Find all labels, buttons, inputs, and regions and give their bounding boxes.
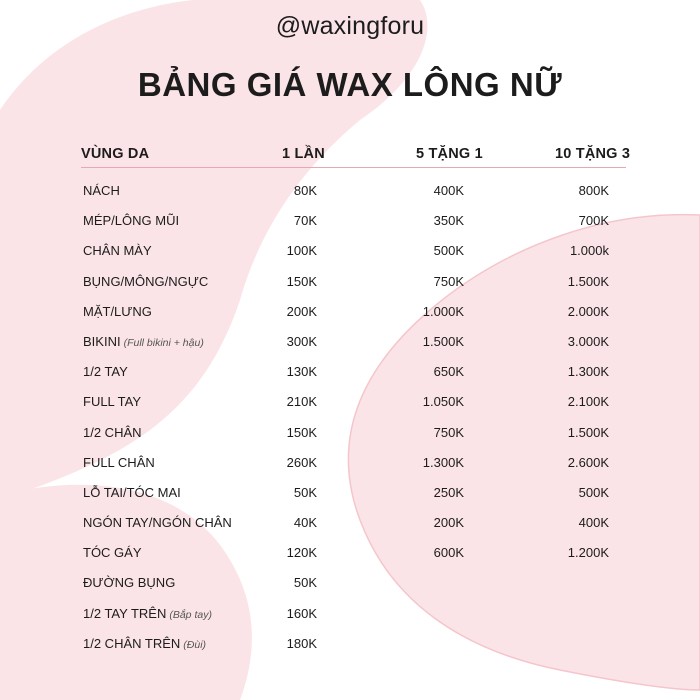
- area-cell: FULL TAY: [83, 394, 142, 410]
- price-pack5: 650K: [433, 364, 464, 380]
- price-pack10: 3.000K: [567, 333, 609, 349]
- table-row: [0, 296, 700, 326]
- price-once: 210K: [286, 394, 317, 410]
- price-pack5: 1.050K: [422, 394, 464, 410]
- header-divider: [81, 167, 626, 168]
- price-pack10: 1.200K: [567, 545, 609, 561]
- table-row: [0, 537, 700, 567]
- table-row: [0, 507, 700, 537]
- price-pack10: 1.500K: [567, 424, 609, 440]
- area-cell: LỖ TAI/TÓC MAI: [83, 484, 181, 500]
- price-pack5: 1.500K: [422, 333, 464, 349]
- price-pack5: 400K: [433, 183, 464, 198]
- price-table: [0, 175, 700, 658]
- price-once: 130K: [286, 364, 317, 380]
- price-pack10: 2.000K: [567, 303, 609, 319]
- area-cell: NÁCH: [83, 183, 120, 198]
- price-pack10: 400K: [578, 515, 609, 531]
- table-row: [0, 205, 700, 235]
- price-pack5: 750K: [433, 424, 464, 440]
- page-title: BẢNG GIÁ WAX LÔNG NỮ: [137, 66, 563, 103]
- table-row: [0, 175, 700, 205]
- price-pack10: 1.500K: [567, 273, 609, 289]
- price-pack10: 800K: [578, 183, 609, 198]
- area-cell: NGÓN TAY/NGÓN CHÂN: [83, 515, 232, 531]
- social-handle: @waxingforu: [275, 12, 425, 40]
- table-row: [0, 598, 700, 628]
- table-row: [0, 386, 700, 416]
- price-pack5: 750K: [433, 273, 464, 289]
- price-pack10: 1.000k: [569, 243, 609, 259]
- area-cell: CHÂN MÀY: [83, 243, 152, 259]
- table-row: [0, 628, 700, 658]
- table-row: [0, 235, 700, 265]
- price-once: 260K: [286, 454, 317, 470]
- price-pack5: 1.300K: [422, 454, 464, 470]
- area-cell: MÉP/LÔNG MŨI: [83, 213, 180, 229]
- price-once: 50K: [293, 575, 317, 591]
- price-once: 100K: [286, 243, 317, 259]
- price-once: 160K: [286, 605, 317, 621]
- header-pack10: 10 TẶNG 3: [555, 146, 631, 162]
- area-cell: FULL CHÂN: [83, 454, 155, 470]
- area-cell: BIKINI (Full bikini + hậu): [83, 333, 204, 349]
- table-row: [0, 326, 700, 356]
- header-once: 1 LẦN: [282, 146, 325, 162]
- price-pack10: 2.100K: [567, 394, 609, 410]
- area-cell: 1/2 TAY TRÊN (Bắp tay): [83, 605, 212, 621]
- price-once: 300K: [286, 333, 317, 349]
- area-cell: 1/2 CHÂN: [83, 424, 142, 440]
- area-cell: 1/2 CHÂN TRÊN (Đùi): [83, 635, 207, 651]
- area-cell: TÓC GÁY: [83, 545, 142, 561]
- table-row: [0, 447, 700, 477]
- price-once: 150K: [286, 424, 317, 440]
- table-row: [0, 417, 700, 447]
- price-once: 180K: [286, 635, 317, 651]
- table-row: [0, 356, 700, 386]
- price-once: 40K: [293, 515, 317, 531]
- price-once: 70K: [293, 213, 317, 229]
- price-pack5: 600K: [433, 545, 464, 561]
- table-row: [0, 477, 700, 507]
- table-row: [0, 266, 700, 296]
- price-once: 200K: [286, 303, 317, 319]
- area-cell: BỤNG/MÔNG/NGỰC: [83, 273, 209, 289]
- price-once: 80K: [293, 183, 317, 198]
- price-pack10: 500K: [578, 484, 609, 500]
- price-pack5: 200K: [433, 515, 464, 531]
- price-pack10: 1.300K: [567, 364, 609, 380]
- table-row: [0, 567, 700, 597]
- price-once: 50K: [293, 484, 317, 500]
- area-cell: ĐƯỜNG BỤNG: [83, 575, 176, 591]
- price-once: 150K: [286, 273, 317, 289]
- price-pack10: 2.600K: [567, 454, 609, 470]
- area-cell: 1/2 TAY: [83, 364, 128, 380]
- header-area: VÙNG DA: [81, 146, 150, 162]
- price-pack5: 500K: [433, 243, 464, 259]
- price-pack5: 250K: [433, 484, 464, 500]
- price-pack5: 350K: [433, 213, 464, 229]
- header-pack5: 5 TẶNG 1: [416, 146, 483, 162]
- price-once: 120K: [286, 545, 317, 561]
- price-pack10: 700K: [578, 213, 609, 229]
- price-pack5: 1.000K: [422, 303, 464, 319]
- area-cell: MẶT/LƯNG: [83, 303, 152, 319]
